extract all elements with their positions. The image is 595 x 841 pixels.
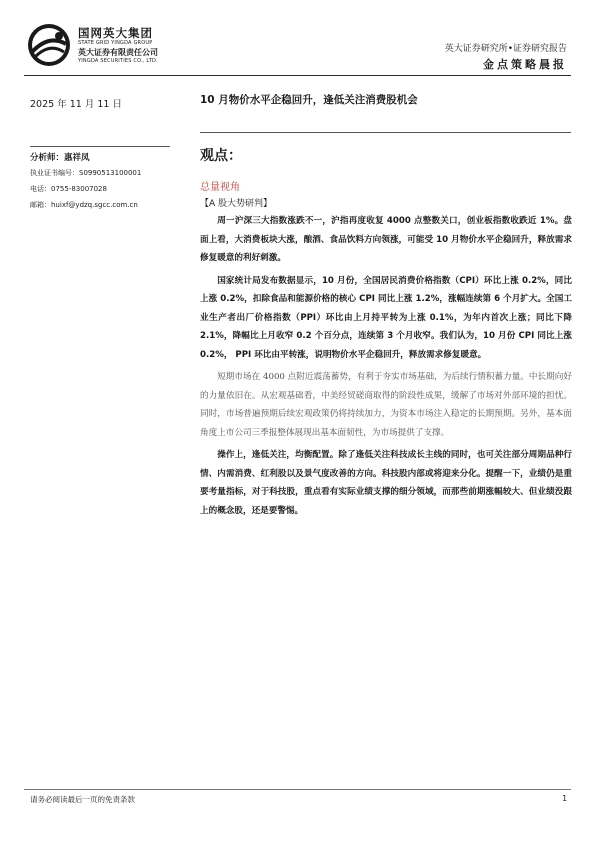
paragraph: 国家统计局发布数据显示，10 月份，全国居民消费价格指数（CPI）环比上涨 0.2%，同比上涨 0.2%，扣除食品和能源价格的核心 CPI 同比上涨 1.2%，涨幅连续第 6 个月扩大。全国工业生产者出厂价格指数（PPI）环比由上月持平转为上涨 0.1%，为年内首次上涨；同比下降 2.1%，降幅比上月收窄 0.2 个百分点，连续第 3 个月收窄。我们认为，10 月份 CPI 同比上涨 0.2%， PPI 环比由平转涨，说明物价水平企稳回升，释放需求修复暖意。: [200, 275, 572, 360]
sidebar-divider: [30, 146, 170, 147]
report-title: 10 月物价水平企稳回升，逢低关注消费股机会: [200, 94, 418, 106]
report-type: 金点策略晨报: [483, 58, 567, 71]
page-number: 1: [562, 794, 567, 803]
article-body: [200, 212, 572, 524]
title-divider: [200, 132, 571, 133]
footer-divider: [24, 789, 571, 790]
analyst-name: 分析师：惠祥凤: [30, 153, 90, 163]
institute-label: 英大证券研究所•证券研究报告: [444, 44, 567, 54]
company-name-en: YINGDA SECURITIES CO., LTD.: [78, 58, 158, 64]
state-grid-logo-icon: [26, 22, 72, 68]
paragraph: 周一沪深三大指数涨跌不一，沪指再度收复 4000 点整数关口，创业板指数收跌近 1%。盘面上看，大消费板块大涨，酿酒、食品饮料方向领涨，可能受 10 月物价水平企稳回升，释放需求修复暖意的利好刺激。: [200, 216, 572, 263]
brand-name-cn: 国网英大集团: [78, 26, 153, 40]
subsection-heading: 【A 股大势研判】: [200, 199, 273, 209]
analyst-email[interactable]: 邮箱：huixf@ydzq.sgcc.com.cn: [30, 201, 138, 209]
header-divider: [24, 75, 571, 76]
section-heading: 总量视角: [200, 182, 240, 193]
paragraph: 短期市场在 4000 点附近震荡蓄势，有利于夯实市场基础，为后续行情积蓄力量。中长期向好的力量依旧在。从宏观基础看，中美经贸磋商取得的阶段性成果，缓解了市场对外部环境的担忧。同时，市场普遍预期后续宏观政策仍将持续加力，为资本市场注入稳定的长期预期。另外，基本面角度上市公司三季报整体展现出基本面韧性，为市场提供了支撑。: [200, 372, 572, 438]
brand-name-en: STATE GRID YINGDA GROUP: [78, 40, 153, 46]
paragraph: 操作上，逢低关注，均衡配置。除了逢低关注科技成长主线的同时，也可关注部分周期品种行情、内需消费、红利股以及景气度改善的方向。科技股内部或将迎来分化。提醒一下，业绩仍是重要考量指标，对于科技股，重点看有实际业绩支撑的细分领域，而那些前期涨幅较大、但业绩没跟上的概念股，还是要警惕。: [200, 450, 572, 516]
footer-disclaimer: 请务必阅读最后一页的免责条款: [30, 795, 135, 804]
analyst-phone: 电话：0755-83007028: [30, 185, 107, 193]
company-logo: [26, 22, 186, 70]
analyst-license: 执业证书编号：S0990513100001: [30, 169, 142, 177]
viewpoint-heading: 观点：: [200, 148, 242, 164]
report-date: 2025 年 11 月 11 日: [30, 99, 122, 110]
company-name-cn: 英大证券有限责任公司: [78, 48, 158, 57]
